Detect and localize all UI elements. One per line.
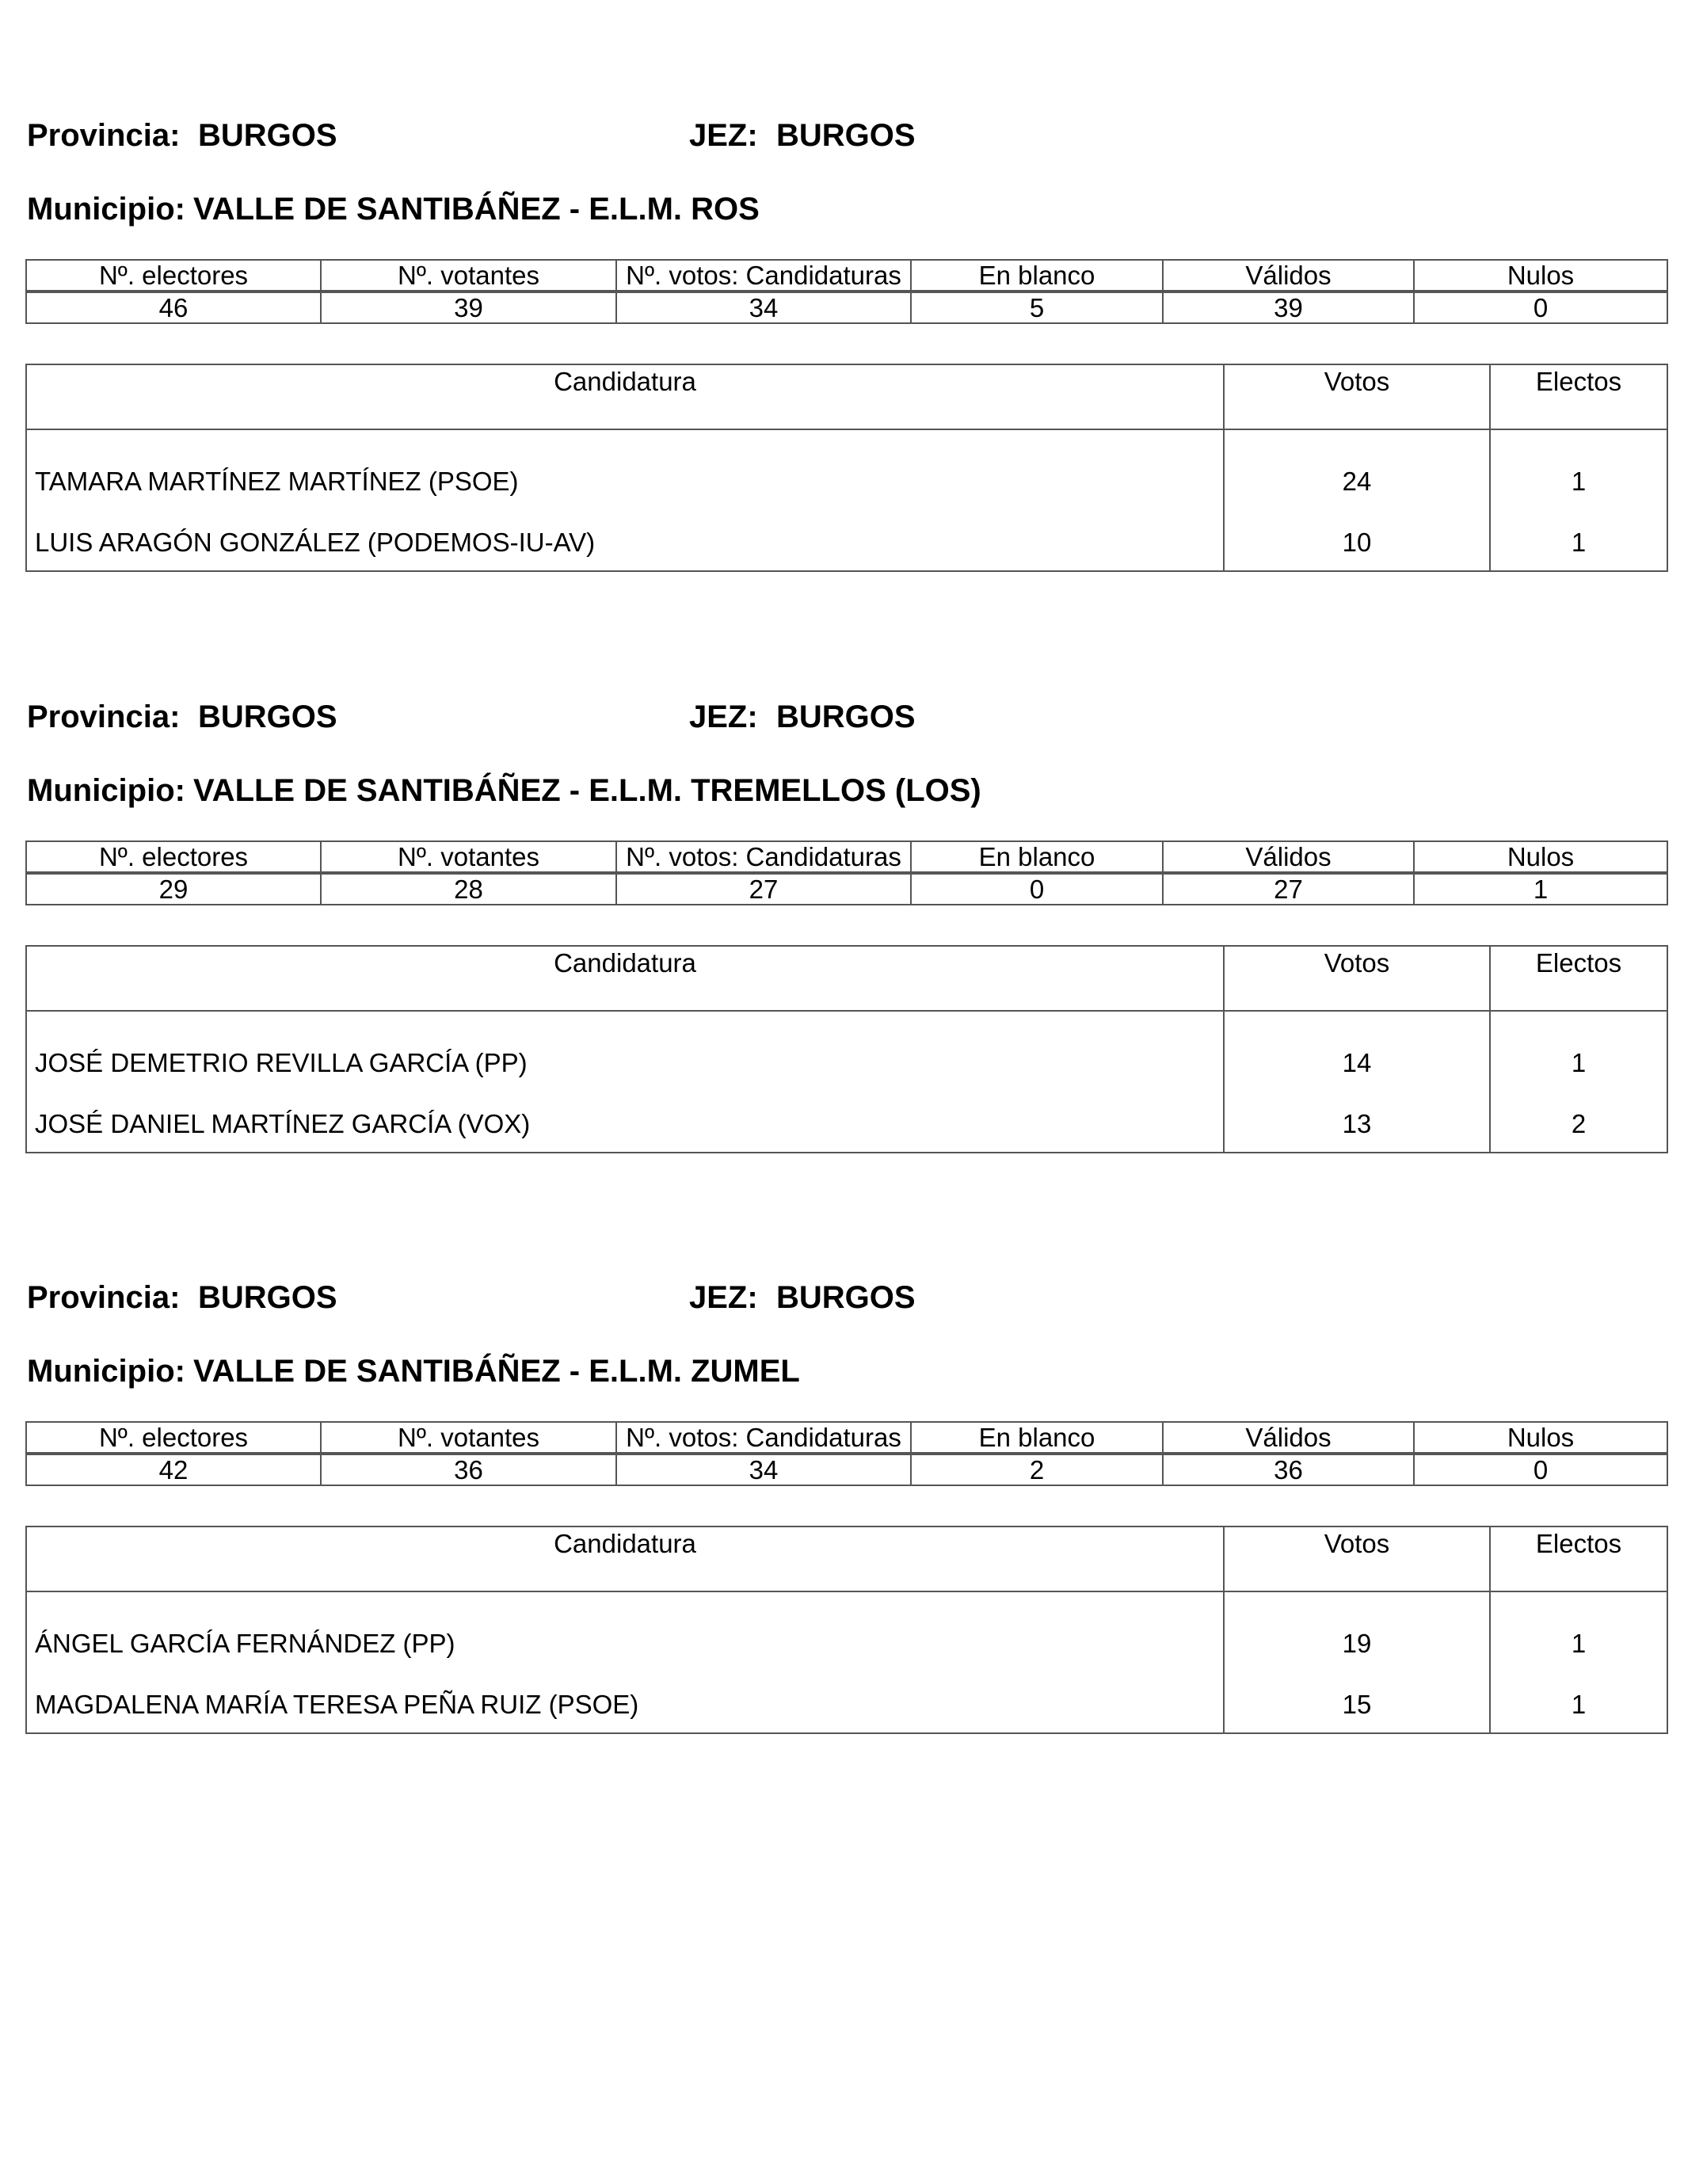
summary-table: [25, 259, 1668, 324]
summary-value-row: [26, 1454, 1667, 1485]
candidate-elected: 2: [1490, 1096, 1667, 1153]
value-votos-candidaturas: 34: [616, 1454, 911, 1485]
jez-label: JEZ:: [689, 699, 758, 734]
header-electos: Electos: [1490, 364, 1667, 429]
value-votantes: 28: [321, 873, 616, 905]
summary-header-row: [26, 260, 1667, 292]
header-votantes: Nº. votantes: [321, 260, 616, 292]
value-en-blanco: 5: [911, 292, 1163, 323]
value-validos: 39: [1163, 292, 1414, 323]
header-en-blanco: En blanco: [911, 1422, 1163, 1454]
candidates-header-row: [26, 1527, 1667, 1591]
provincia-value: BURGOS: [198, 1280, 337, 1315]
table-row: [26, 515, 1667, 571]
header-votos-candidaturas: Nº. votos: Candidaturas: [616, 260, 911, 292]
value-votantes: 39: [321, 292, 616, 323]
table-row: [26, 1011, 1667, 1096]
header-candidatura: Candidatura: [26, 364, 1224, 429]
candidate-elected: 1: [1490, 1591, 1667, 1677]
results-section-3: [0, 1162, 1684, 1717]
candidate-name: ÁNGEL GARCÍA FERNÁNDEZ (PP): [26, 1591, 1224, 1677]
candidate-elected: 1: [1490, 429, 1667, 515]
results-section-1: [0, 0, 1684, 555]
candidates-table: [25, 945, 1668, 1153]
municipio-label: Municipio:: [27, 773, 185, 808]
summary-value-row: [26, 292, 1667, 323]
candidates-table: [25, 364, 1668, 572]
provincia-label: Provincia:: [27, 699, 181, 734]
provincia-label: Provincia:: [27, 118, 181, 153]
header-nulos: Nulos: [1414, 1422, 1667, 1454]
value-votos-candidaturas: 34: [616, 292, 911, 323]
provincia-value: BURGOS: [198, 118, 337, 153]
header-electos: Electos: [1490, 946, 1667, 1011]
municipio-label: Municipio:: [27, 1354, 185, 1389]
header-votos: Votos: [1224, 946, 1490, 1011]
jez-value: BURGOS: [776, 699, 916, 734]
summary-table: [25, 1421, 1668, 1486]
candidate-votes: 10: [1224, 515, 1490, 571]
provincia-label: Provincia:: [27, 1280, 181, 1315]
header-candidatura: Candidatura: [26, 1527, 1224, 1591]
value-votantes: 36: [321, 1454, 616, 1485]
value-electores: 29: [26, 873, 321, 905]
value-en-blanco: 0: [911, 873, 1163, 905]
header-votantes: Nº. votantes: [321, 1422, 616, 1454]
candidate-elected: 1: [1490, 1677, 1667, 1733]
summary-table: [25, 840, 1668, 905]
jez-label: JEZ:: [689, 118, 758, 153]
candidate-votes: 15: [1224, 1677, 1490, 1733]
municipio-line: [27, 190, 760, 228]
jez-label: JEZ:: [689, 1280, 758, 1315]
candidate-votes: 14: [1224, 1011, 1490, 1096]
municipio-label: Municipio:: [27, 192, 185, 227]
candidate-name: JOSÉ DANIEL MARTÍNEZ GARCÍA (VOX): [26, 1096, 1224, 1153]
header-votos: Votos: [1224, 1527, 1490, 1591]
candidates-table: [25, 1526, 1668, 1734]
value-nulos: 1: [1414, 873, 1667, 905]
table-row: [26, 1096, 1667, 1153]
header-en-blanco: En blanco: [911, 841, 1163, 873]
municipio-value: VALLE DE SANTIBÁÑEZ - E.L.M. TREMELLOS (LOS): [192, 773, 981, 808]
header-electores: Nº. electores: [26, 260, 321, 292]
candidate-name: TAMARA MARTÍNEZ MARTÍNEZ (PSOE): [26, 429, 1224, 515]
header-electores: Nº. electores: [26, 841, 321, 873]
table-row: [26, 1591, 1667, 1677]
summary-value-row: [26, 873, 1667, 905]
value-electores: 46: [26, 292, 321, 323]
value-validos: 27: [1163, 873, 1414, 905]
municipio-line: [27, 772, 981, 810]
municipio-value: VALLE DE SANTIBÁÑEZ - E.L.M. ZUMEL: [192, 1354, 800, 1389]
municipio-value: VALLE DE SANTIBÁÑEZ - E.L.M. ROS: [192, 192, 760, 227]
header-nulos: Nulos: [1414, 841, 1667, 873]
results-section-2: [0, 581, 1684, 1136]
header-votos: Votos: [1224, 364, 1490, 429]
municipio-line: [27, 1352, 800, 1390]
candidate-elected: 1: [1490, 1011, 1667, 1096]
header-validos: Válidos: [1163, 841, 1414, 873]
candidates-header-row: [26, 364, 1667, 429]
header-validos: Válidos: [1163, 260, 1414, 292]
value-electores: 42: [26, 1454, 321, 1485]
summary-header-row: [26, 841, 1667, 873]
value-votos-candidaturas: 27: [616, 873, 911, 905]
summary-header-row: [26, 1422, 1667, 1454]
header-nulos: Nulos: [1414, 260, 1667, 292]
header-en-blanco: En blanco: [911, 260, 1163, 292]
value-validos: 36: [1163, 1454, 1414, 1485]
provincia-value: BURGOS: [198, 699, 337, 734]
candidates-header-row: [26, 946, 1667, 1011]
candidate-votes: 24: [1224, 429, 1490, 515]
header-validos: Válidos: [1163, 1422, 1414, 1454]
candidate-name: MAGDALENA MARÍA TERESA PEÑA RUIZ (PSOE): [26, 1677, 1224, 1733]
value-nulos: 0: [1414, 1454, 1667, 1485]
table-row: [26, 429, 1667, 515]
value-en-blanco: 2: [911, 1454, 1163, 1485]
header-electores: Nº. electores: [26, 1422, 321, 1454]
header-votantes: Nº. votantes: [321, 841, 616, 873]
candidate-votes: 13: [1224, 1096, 1490, 1153]
header-electos: Electos: [1490, 1527, 1667, 1591]
jez-value: BURGOS: [776, 1280, 916, 1315]
header-votos-candidaturas: Nº. votos: Candidaturas: [616, 841, 911, 873]
candidate-name: LUIS ARAGÓN GONZÁLEZ (PODEMOS-IU-AV): [26, 515, 1224, 571]
jez-value: BURGOS: [776, 118, 916, 153]
candidate-name: JOSÉ DEMETRIO REVILLA GARCÍA (PP): [26, 1011, 1224, 1096]
value-nulos: 0: [1414, 292, 1667, 323]
candidate-votes: 19: [1224, 1591, 1490, 1677]
candidate-elected: 1: [1490, 515, 1667, 571]
header-votos-candidaturas: Nº. votos: Candidaturas: [616, 1422, 911, 1454]
header-candidatura: Candidatura: [26, 946, 1224, 1011]
table-row: [26, 1677, 1667, 1733]
